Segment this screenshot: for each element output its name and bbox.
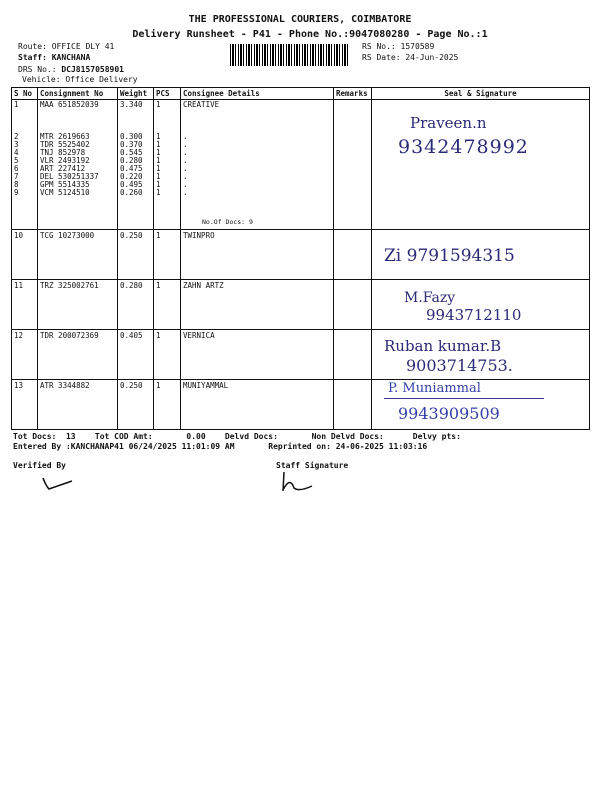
- sno-cell: 12: [12, 330, 38, 380]
- remarks-cell: [334, 100, 372, 230]
- pcs-cell: 1: [154, 280, 181, 330]
- pcs-cell: 1: [154, 330, 181, 380]
- rs-no-value: 1570589: [400, 42, 435, 51]
- consignee-cell: CREATIVE . . . . . . . .: [181, 100, 334, 230]
- staff-signature-label: Staff Signature: [276, 461, 349, 470]
- col-consignment: Consignment No: [38, 88, 118, 100]
- col-remarks: Remarks: [334, 88, 372, 100]
- table-row: [12, 100, 590, 230]
- totals-line: Tot Docs: 13 Tot COD Amt: 0.00 Delvd Docs: Non Delvd Docs: Delvy pts:: [13, 432, 461, 441]
- drs-line: [18, 65, 124, 74]
- signature-vernica: Ruban kumar.B: [384, 337, 502, 355]
- remarks-cell: [334, 230, 372, 280]
- pcs-cell: 1 1 1 1 1 1 1 1 1: [154, 100, 181, 230]
- rs-no-line: [362, 42, 434, 51]
- route-label: Route:: [18, 42, 47, 51]
- runsheet-title: Delivery Runsheet - P41 - Phone No.:9047080280 - Page No.:1: [132, 29, 488, 40]
- consignment-cell: TRZ 325002761: [38, 280, 118, 330]
- signature-praveen: Praveen.n: [410, 114, 487, 132]
- barcode: [230, 44, 350, 66]
- col-sno: S No: [12, 88, 38, 100]
- staff-label: Staff:: [18, 53, 47, 62]
- consignment-cell: ATR 3344882: [38, 380, 118, 430]
- pcs-cell: 1: [154, 230, 181, 280]
- no-of-docs: No.Of Docs: 9: [202, 218, 253, 226]
- remarks-cell: [334, 330, 372, 380]
- signature-phone-vernica: 9003714753.: [406, 356, 513, 375]
- weight-cell: 3.340 0.300 0.370 0.545 0.280 0.475 0.220 0.495 0.260: [118, 100, 154, 230]
- drs-label: DRS No.:: [18, 65, 57, 74]
- signature-phone-praveen: 9342478992: [398, 136, 529, 158]
- signature-twinpro: Zi 9791594315: [384, 246, 515, 266]
- rs-date-line: [362, 53, 458, 62]
- verified-by-label: Verified By: [13, 461, 66, 470]
- consignment-cell: MAA 651852039 MTR 2619663 TDR 5525402 TNJ 852978 VLR 2493192 ART 227412 DEL 530251337 GPM 5514335 VCM 5124510: [38, 100, 118, 230]
- consignment-cell: TCG 10273000: [38, 230, 118, 280]
- staff-signature-mark: [278, 470, 318, 494]
- remarks-cell: [334, 280, 372, 330]
- verifier-mark: [40, 474, 76, 492]
- signature-underline: [384, 398, 544, 399]
- weight-cell: 0.405: [118, 330, 154, 380]
- consignee-cell: MUNIYAMMAL: [181, 380, 334, 430]
- vehicle-value: Office Delivery: [65, 75, 138, 84]
- table-header-row: [12, 88, 590, 100]
- sno-cell: 10: [12, 230, 38, 280]
- staff-value: KANCHANA: [51, 53, 91, 62]
- signature-phone-zahn-artz: 9943712110: [426, 306, 522, 324]
- remarks-cell: [334, 380, 372, 430]
- consignee-cell: TWINPRO: [181, 230, 334, 280]
- route-value: OFFICE DLY 41: [51, 42, 115, 51]
- consignee-cell: ZAHN ARTZ: [181, 280, 334, 330]
- rs-no-label: RS No.:: [362, 42, 396, 51]
- pcs-cell: 1: [154, 380, 181, 430]
- weight-cell: 0.280: [118, 280, 154, 330]
- consignment-cell: TDR 200072369: [38, 330, 118, 380]
- staff-line: [18, 53, 90, 62]
- col-signature: Seal & Signature: [372, 88, 590, 100]
- col-consignee: Consignee Details: [181, 88, 334, 100]
- drs-value: DCJ8157058901: [61, 65, 124, 74]
- consignee-cell: VERNICA: [181, 330, 334, 380]
- signature-muniyammal: P. Muniammal: [388, 381, 481, 396]
- entered-line: Entered By :KANCHANAP41 06/24/2025 11:01:09 AM Reprinted on: 24-06-2025 11:03:16: [13, 442, 428, 451]
- sno-cell: 11: [12, 280, 38, 330]
- signature-phone-muniyammal: 9943909509: [398, 404, 500, 423]
- col-pcs: PCS: [154, 88, 181, 100]
- weight-cell: 0.250: [118, 380, 154, 430]
- vehicle-line: [22, 75, 138, 84]
- table-row: [12, 380, 590, 430]
- col-weight: Weight: [118, 88, 154, 100]
- sno-cell: 1 2 3 4 5 6 7 8 9: [12, 100, 38, 230]
- rs-date-label: RS Date:: [362, 53, 401, 62]
- company-title: THE PROFESSIONAL COURIERS, COIMBATORE: [188, 14, 412, 25]
- route-line: [18, 42, 114, 51]
- vehicle-label: Vehicle:: [22, 75, 61, 84]
- signature-zahn-artz: M.Fazy: [404, 290, 456, 306]
- rs-date-value: 24-Jun-2025: [405, 53, 459, 62]
- sno-cell: 13: [12, 380, 38, 430]
- weight-cell: 0.250: [118, 230, 154, 280]
